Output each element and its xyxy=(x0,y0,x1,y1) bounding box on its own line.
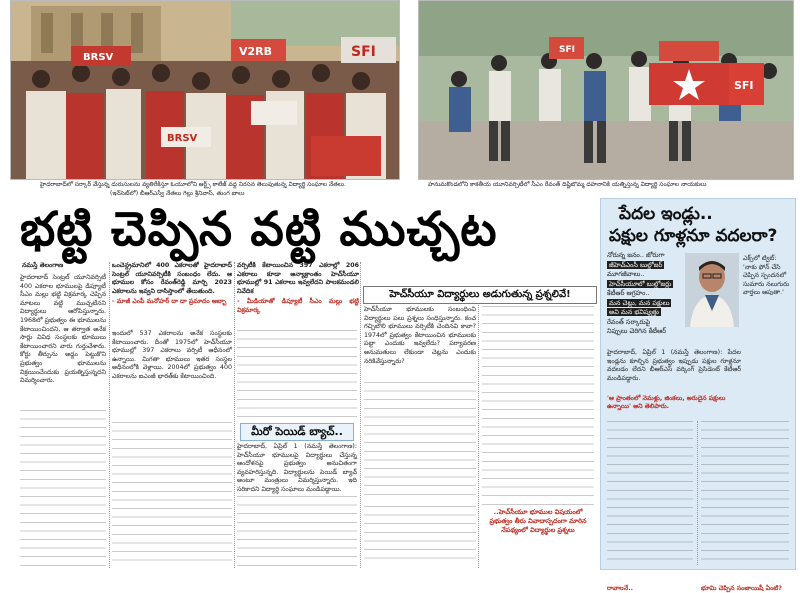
body-column-3-continuation xyxy=(237,496,357,566)
ktr-portrait xyxy=(685,253,739,327)
sign-sfi-1: SFI xyxy=(351,44,376,60)
paid-batch-box: మీరో పెయిడ్ బ్యాచ్.. xyxy=(240,423,354,441)
sidebar-bullets xyxy=(607,251,685,337)
body-column-2b xyxy=(237,330,357,420)
sidebar-subhead-1: రావాలనే.. xyxy=(607,585,633,592)
body-column-1-text: హైదరాబాద్ సెంట్రల్ యూనివర్సిటీ 400 ఎకరాల భూములపై డిప్యూటీ సీఎం మల్లు భట్టి విక్రమార్క చెప్పిన మాటలు వట్టి ముచ్చటేనని విద్యార్థులు ఆరోపిస్తున్నారు. 1968లో ప్రభుత్వం ఈ భూములను కేటాయించిందని, ఆ తర్వాత అనేక సార్లు వివిధ సంస్థలకు భూములు కేటాయించారని వారు గుర్తుచేశారు. కోర్టు తీర్పును అడ్డం పెట్టుకొని ప్రభుత్వం భూములను విక్రయించేందుకు ప్రయత్నిస్తున్నదని విమర్శించారు. xyxy=(20,274,106,385)
sign-sfi-3: SFI xyxy=(559,45,575,55)
top-quote-box-2 xyxy=(237,262,359,324)
bullet-1: జీహెచ్‌ఎంసీ బుల్డోజర్ xyxy=(609,260,663,269)
sidebar-right-column: ఎక్స్‌లో ట్విట్: 'నాకు ఫోన్‌ చేసి చెప్పిన స్పందనలో సుమారు నలుగురు వార్తలు ఆపుతా.' xyxy=(743,255,790,297)
sidebar-subhead-2: భూమి చెప్పిన సంజాయిషీ ఏంటి? xyxy=(701,585,782,592)
body-column-4-continuation xyxy=(364,382,476,502)
bullet-2: మూగజీవాలు.. xyxy=(607,270,645,278)
rule-1 xyxy=(109,262,110,568)
sidebar-title-line-2: పక్షుల గూళ్లనూ వదలరా? xyxy=(609,226,778,246)
sidebar-body-left-lines xyxy=(607,421,693,565)
body-column-2-continuation xyxy=(112,422,232,566)
sidebar-intro: హైదరాబాద్, ఏప్రిల్ 1 (నమస్తే తెలంగాణ): పేదల ఇండ్లను కూల్చిన ప్రభుత్వం ఇప్పుడు పక్షుల గూళ్లనూ వదలడం లేదని బీఆర్‌ఎస్ వర్కింగ్ ప్రెసిడెంట్ కేటీఆర్ మండిపడ్డారు. xyxy=(607,349,741,382)
bullet-6: అవి మన భవిష్యత్తు xyxy=(609,308,660,316)
rule-4 xyxy=(478,305,479,568)
sidebar-title-line-1: పేదల ఇండ్లు.. xyxy=(619,204,713,224)
body-column-4-bottom xyxy=(364,506,476,566)
sidebar-quote: 'ఆ ప్రాంతంలో నెమళ్లు, జింకలు, అరుదైన పక్షులు ఉన్నాయి' అని తెలిపారు. xyxy=(607,395,726,411)
top-quote-box-1-credit: - మాజీ ఎంపీ మనోహర్ దా దా ప్రమాదం అబ్బా xyxy=(112,298,227,306)
bullet-8: నిప్పులు చెరిగిన కేటీఆర్ xyxy=(607,327,667,335)
body-column-2 xyxy=(112,330,232,420)
protest-photo-right xyxy=(418,0,794,180)
sidebar-body-right-lines xyxy=(701,421,789,565)
hcu-questions-box: హెచ్‌సీయూ విద్యార్థులు అడుగుతున్న ప్రశ్నలివే! xyxy=(363,286,597,304)
top-quote-box-2-credit: - మీడియాతో డిప్యూటీ సీఎం మల్లు భట్టి విక్రమార్క xyxy=(237,298,359,314)
body-column-2b-lines xyxy=(237,330,357,420)
sign-brsv-2: BRSV xyxy=(167,133,198,144)
protest-photo-left xyxy=(10,0,400,180)
bullet-7: రేవంత్ సర్కారుపై xyxy=(607,317,651,326)
top-quote-box-1-text: ఒంచెన్ద్రమానిలో 400 ఎకరాలతో హైదరాబాద్ సెంట్రల్ యూనివర్సిటీకి సంబంధం లేదు. ఆ భూముల కోసం రేవంత్‌రెడ్డి మార్చి 2023 ఎకరాలను ఇవ్వని దాసిస్తాంలో తేలుతుంది. xyxy=(112,262,232,295)
bullet-5: మన చెట్లు, మన పక్షులు xyxy=(609,298,670,307)
sign-sfi-2: SFI xyxy=(734,79,754,92)
bullet-4: కేటీఆర్ ఆగ్రహం.. xyxy=(607,289,650,297)
body-column-3-text: హైదరాబాద్, ఏప్రిల్ 1 (నమస్తే తెలంగాణ): హెచ్‌సీయూ భూములపై విద్యార్థులు చేస్తున్న ఆందోళనపై ప్రభుత్వం అనుచితంగా వ్యవహరిస్తున్నది. విద్యార్థులను పెయిడ్ బ్యాచ్ అంటూ మంత్రులు విమర్శిస్తున్నారు. ఇది సరికాదని విద్యార్థి సంఘాలు మండిపడ్డాయి. xyxy=(237,443,357,493)
left-photo-caption-line-1: హైదరాబాద్‌లో సర్కార్ వేస్తున్న దురుసులను వ్యతిరేకిస్తూ ఓయూలోని ఆర్ట్స్ కాలేజ్ వద్ద నిరసన తెలుపుతున్న విద్యార్థి సంఘాల నేతలు. xyxy=(40,181,347,188)
sign-brsv-1: BRSV xyxy=(83,52,114,63)
body-column-4-text: హెచ్‌సీయూ భూములకు సంబంధించి విద్యార్థులు పలు ప్రశ్నలు సంధిస్తున్నారు. కంచ గచ్చిబౌలి భూములు వర్సిటీకి చెందినవి కావా? 1974లో ప్రభుత్వం కేటాయించిన భూములకు పట్టా ఎందుకు ఇవ్వలేదు? పర్యావరణ అనుమతులు లేకుండా చెట్లను ఎందుకు నరికివేస్తున్నారు? xyxy=(364,306,476,365)
sign-v2rb: V2RB xyxy=(239,45,273,58)
bullet-3: హెచ్‌సీయూలో బుల్డోజర్లు xyxy=(609,279,672,288)
right-photo-caption: హనుమకొండలోని కాకతీయ యూనివర్సిటీలో సీఎం రేవంత్ దిష్టిబొమ్మ దహనానికి యత్నిస్తున్న విద్యార్థి సంఘాల నాయకులు xyxy=(428,181,707,188)
top-quote-box-1 xyxy=(112,262,232,324)
pull-quote: ..హెచ్‌సీయూ భూముల విషయంలో ప్రభుత్వం తీరు వివాదాస్పదంగా మారిన నేపథ్యంలో విద్యార్థుల ప్రశ్నలు xyxy=(489,508,587,534)
top-quote-box-2-text: వర్సిటీకి కేటాయించిన 397 ఎకరాల్లో 206 ఎకరాలు కూడా అన్యాక్రాంతం హెచ్‌సీయూ భూముల్లో 91 ఎకరాలు ఇవ్వలేదని పాలకమండలి నివేదిక xyxy=(237,262,359,295)
body-column-1-continuation xyxy=(20,410,106,566)
body-column-5 xyxy=(482,306,594,506)
headline: భట్టి చెప్పిన వట్టి ముచ్చట xyxy=(20,202,498,257)
left-photo-caption-line-2: (ఇన్‌సెట్‌లో) బీఆర్‌ఎస్వీ నేతలు గెల్లు శ్రీనివాస్, తుంగ బాలు xyxy=(110,190,245,197)
sidebar-column-rule xyxy=(697,421,698,565)
bullet-0: నోరున్న జనం.. జోరుగా xyxy=(607,251,665,259)
dateline: నమస్తే తెలంగాణ xyxy=(22,262,64,269)
body-column-2-text: ఇందులో 537 ఎకరాలను అనేక సంస్థలకు కేటాయించారు. దీంతో 1975లో హెచ్‌సీయూ భూముల్లో 397 ఎకరాలు వర్సిటీ ఆధీనంలో ఉన్నాయి. మిగతా భూములు ఇతర సంస్థల అధీనంలోకి వెళ్లాయి. 2004లో ప్రభుత్వం 400 ఎకరాలను ఐఎంజీ భారత్‌కు కేటాయించింది. xyxy=(112,330,232,380)
rule-3 xyxy=(360,262,361,568)
rule-2 xyxy=(234,262,235,568)
kt-sidebar xyxy=(600,198,796,592)
